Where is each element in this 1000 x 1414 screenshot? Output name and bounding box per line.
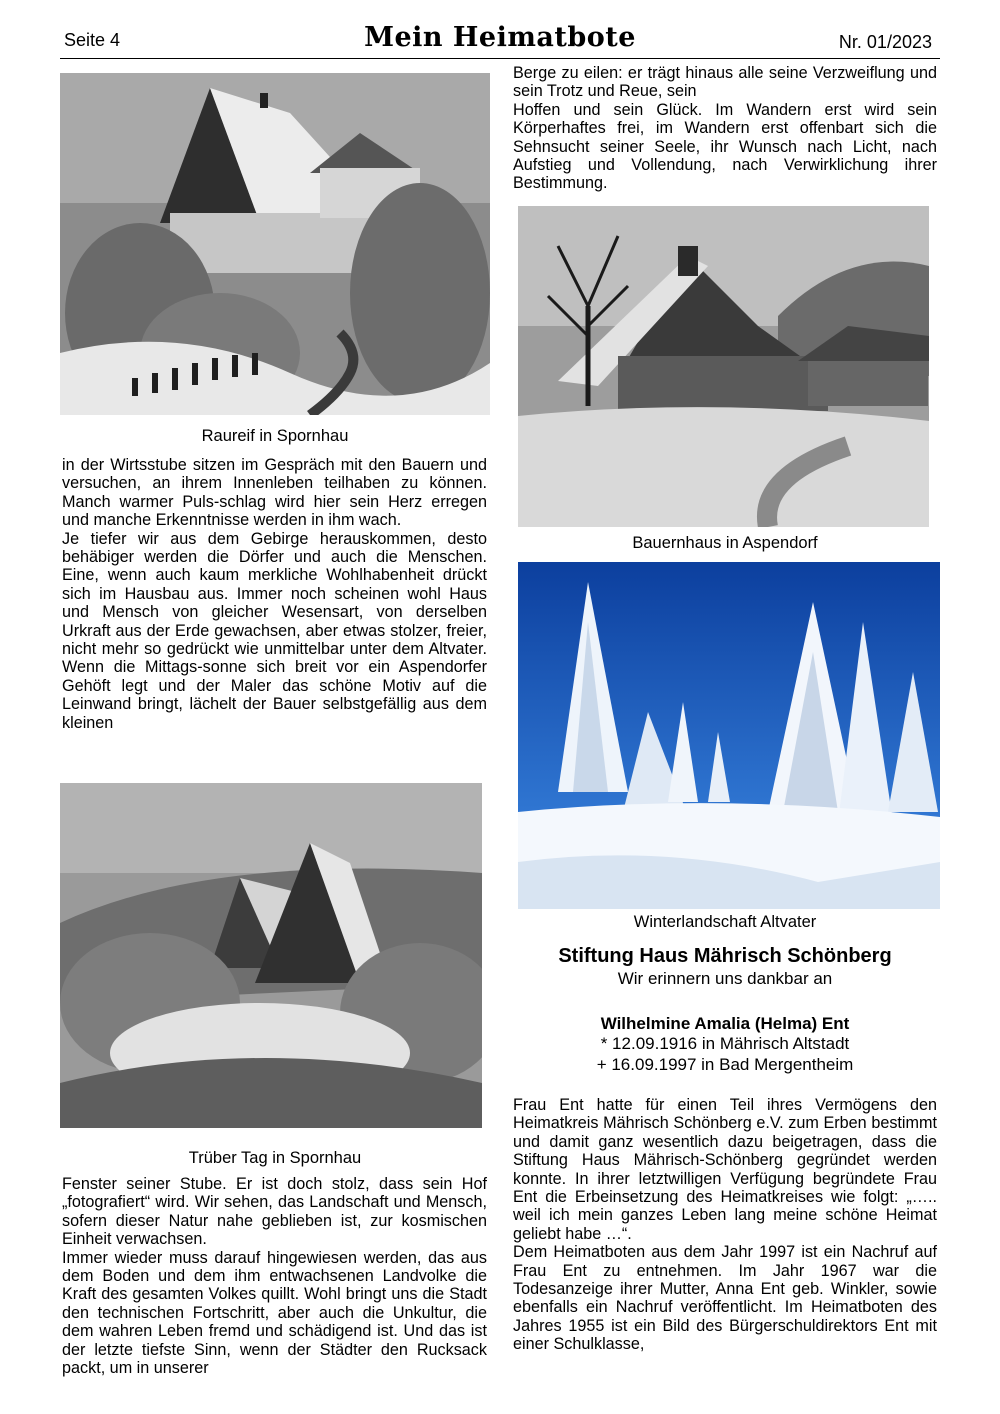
paragraph: Dem Heimatboten aus dem Jahr 1997 ist ein Nachruf auf Frau Ent zu entnehmen. Im Jahr 1967 war die Todesanzeige ihrer Mutter, Anna Ent geb. Winkler, sowie ebenfalls ein Nachruf veröffentlicht. Im Heimatboten des Jahres 1955 ist ein Bild des Bürgerschuldirektors Ent mit einer Schulklasse, xyxy=(513,1243,937,1354)
stiftung-died: + 16.09.1997 in Bad Mergentheim xyxy=(596,1055,854,1074)
paragraph: Frau Ent hatte für einen Teil ihres Vermögens den Heimatkreis Mährisch Schönberg e.V. zum Erben bestimmt und damit ganz wesentlich dazu beigetragen, dass die Stiftung Haus Mährisch-Schönberg gegründet werden konnte. In ihrer letztwilligen Verfügung begründete Frau Ent die Erbeinsetzung des Heimatkreises wie folgt: „….. weil ich mein ganzes Leben lang meine schöne Heimat geliebt habe …“. xyxy=(513,1096,937,1243)
caption-raureif: Raureif in Spornhau xyxy=(201,427,349,445)
stiftung-name: Wilhelmine Amalia (Helma) Ent xyxy=(600,1014,850,1033)
header-rule xyxy=(60,58,940,59)
stiftung-subtitle: Wir erinnern uns dankbar an xyxy=(617,969,833,988)
photo-raureif-spornhau xyxy=(60,73,490,415)
caption-bauernhaus: Bauernhaus in Aspendorf xyxy=(632,534,818,552)
stiftung-title: Stiftung Haus Mährisch Schönberg xyxy=(558,945,892,967)
caption-winterlandschaft: Winterlandschaft Altvater xyxy=(633,913,817,931)
masthead-title: Mein Heimatbote xyxy=(364,22,636,53)
photo-winterlandschaft-altvater xyxy=(518,562,940,909)
paragraph: Je tiefer wir aus dem Gebirge herauskommen, desto behäbiger werden die Dörfer und auch die Menschen. Eine, wenn auch kaum merkliche Wohlhabenheit drückt sich im Hausbau aus. Immer noch scheinen wohl Haus und Mensch von gleicher Wesensart, von derselben Urkraft aus der Erde gewachsen, aber etwas stolzer, freier, nicht mehr so gedrückt wie unmittelbar unter dem Altvater. Wenn die Mittags-sonne sich breit vor ein Aspendorfer Gehöft legt und der Maler das schöne Motiv auf die Leinwand bringt, lächelt der Bauer selbstgefällig aus dem kleinen xyxy=(62,529,487,732)
left-column-text-1 xyxy=(62,456,487,732)
paragraph: in der Wirtsstube sitzen im Gespräch mit den Bauern und versuchen, an ihrem Innenleben teilhaben zu können. Manch warmer Puls-schlag wird hier sein Herz erregen und manche Erkenntnisse werden in ihm wach. xyxy=(62,456,487,530)
stiftung-born: * 12.09.1916 in Mährisch Altstadt xyxy=(600,1034,850,1053)
page-number: Seite 4 xyxy=(64,30,121,50)
photo-trueber-tag-spornhau xyxy=(60,783,482,1128)
right-column-text-top xyxy=(513,64,937,193)
paragraph: Immer wieder muss darauf hingewiesen werden, das aus dem Boden und dem ihm entwachsenen Landvolke die Kraft des gesamten Volkes quillt. Wohl bringt uns die Stadt den technischen Fortschritt, aber auch die Unkultur, die dem wahren Leben fremd und schädigend ist. Und das ist der letzte tiefste Sinn, wenn der Städter den Rucksack packt, um in unserer xyxy=(62,1248,487,1378)
caption-trueber-tag: Trüber Tag in Spornhau xyxy=(188,1149,362,1167)
left-column-text-2 xyxy=(62,1175,487,1377)
issue-number: Nr. 01/2023 xyxy=(838,32,932,52)
paragraph: Berge zu eilen: er trägt hinaus alle seine Verzweiflung und sein Trotz und Reue, sein xyxy=(513,64,937,101)
paragraph: Hoffen und sein Glück. Im Wandern erst wird sein Körperhaftes frei, im Wandern erst offenbart sich die Sehnsucht seiner Seele, ihr Wunsch nach Licht, nach Aufstieg und Vollendung, nach Verwirklichung ihrer Bestimmung. xyxy=(513,100,937,193)
paragraph: Fenster seiner Stube. Er ist doch stolz, dass sein Hof „fotografiert“ wird. Wir sehen, das Landschaft und Mensch, sofern dieser Natur nahe geblieben ist, zur kosmischen Einheit verwachsen. xyxy=(62,1175,487,1249)
photo-bauernhaus-aspendorf xyxy=(518,206,929,527)
stiftung-body xyxy=(513,1096,937,1354)
